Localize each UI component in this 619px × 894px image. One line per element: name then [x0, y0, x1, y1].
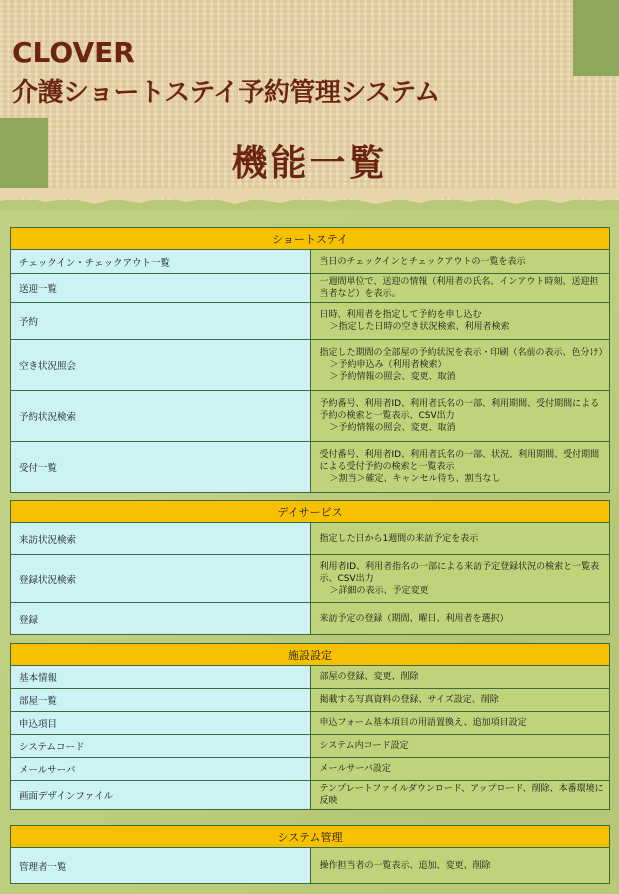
- system-name: 介護ショートステイ予約管理システム: [12, 78, 440, 108]
- function-description: 利用者ID、利用者指名の一部による来訪予定登録状況の検索と一覧表示、CSV出力 ＞詳細の表示、予定変更: [310, 555, 610, 603]
- function-name: 予約状況検索: [11, 391, 311, 442]
- decor-square-top-right: [573, 0, 619, 76]
- function-description: 申込フォーム基本項目の用語置換え、追加項目設定: [310, 712, 610, 735]
- function-description: 操作担当者の一覧表示、追加、変更、削除: [310, 848, 610, 884]
- function-name: 受付一覧: [11, 442, 311, 493]
- table-row: [11, 735, 610, 758]
- table-row: [11, 689, 610, 712]
- header: [0, 0, 619, 200]
- function-description: 来訪予定の登録（期間、曜日、利用者を選択）: [310, 603, 610, 635]
- function-name: 申込項目: [11, 712, 311, 735]
- section-title: システム管理: [11, 826, 610, 848]
- function-name: 画面デザインファイル: [11, 781, 311, 810]
- table-row: [11, 340, 610, 391]
- function-name: 予約: [11, 303, 311, 340]
- function-name: 管理者一覧: [11, 848, 311, 884]
- function-name: 送迎一覧: [11, 274, 311, 303]
- table-row: [11, 603, 610, 635]
- table-row: [11, 666, 610, 689]
- function-name: 登録: [11, 603, 311, 635]
- function-description: 当日のチェックインとチェックアウトの一覧を表示: [310, 250, 610, 274]
- table-row: [11, 848, 610, 884]
- function-description: メールサーバ設定: [310, 758, 610, 781]
- function-name: 空き状況照会: [11, 340, 311, 391]
- function-description: 部屋の登録、変更、削除: [310, 666, 610, 689]
- section-short-stay: [10, 227, 610, 493]
- function-name: 登録状況検索: [11, 555, 311, 603]
- function-name: 基本情報: [11, 666, 311, 689]
- table-row: [11, 442, 610, 493]
- section-title: ショートステイ: [11, 228, 610, 250]
- table-row: [11, 712, 610, 735]
- brand-name: CLOVER: [12, 36, 135, 69]
- function-description: 日時、利用者を指定して予約を申し込む ＞指定した日時の空き状況検索、利用者検索: [310, 303, 610, 340]
- function-description: 一週間単位で、送迎の情報（利用者の氏名、インアウト時刻、送迎担当者など）を表示。: [310, 274, 610, 303]
- table-row: [11, 555, 610, 603]
- table-row: [11, 523, 610, 555]
- section-day-service: [10, 500, 610, 635]
- function-name: チェックイン・チェックアウト一覧: [11, 250, 311, 274]
- function-description: システム内コード設定: [310, 735, 610, 758]
- function-name: メールサーバ: [11, 758, 311, 781]
- function-description: 予約番号、利用者ID、利用者氏名の一部、利用期間、受付期間による予約の検索と一覧表示、CSV出力 ＞予約情報の照会、変更、取消: [310, 391, 610, 442]
- section-system-admin: [10, 825, 610, 884]
- section-title: デイサービス: [11, 501, 610, 523]
- function-name: 来訪状況検索: [11, 523, 311, 555]
- table-row: [11, 303, 610, 340]
- function-description: 指定した日から1週間の来訪予定を表示: [310, 523, 610, 555]
- section-title: 施設設定: [11, 644, 610, 666]
- table-row: [11, 391, 610, 442]
- page-title: 機能一覧: [231, 142, 388, 184]
- section-facility-settings: [10, 643, 610, 810]
- table-row: [11, 274, 610, 303]
- function-description: 掲載する写真資料の登録、サイズ設定、削除: [310, 689, 610, 712]
- function-description: テンプレートファイルダウンロード、アップロード、削除、本番環境に反映: [310, 781, 610, 810]
- table-row: [11, 781, 610, 810]
- table-row: [11, 250, 610, 274]
- function-description: 受付番号、利用者ID、利用者氏名の一部、状況、利用期間、受付期間による受付予約の検索と一覧表示 ＞割当＞確定、キャンセル待ち、割当なし: [310, 442, 610, 493]
- function-description: 指定した期間の全部屋の予約状況を表示・印刷（名前の表示、色分け） ＞予約申込み（利用者検索） ＞予約情報の照会、変更、取消: [310, 340, 610, 391]
- torn-paper-edge: [0, 188, 619, 212]
- function-name: 部屋一覧: [11, 689, 311, 712]
- function-name: システムコード: [11, 735, 311, 758]
- table-row: [11, 758, 610, 781]
